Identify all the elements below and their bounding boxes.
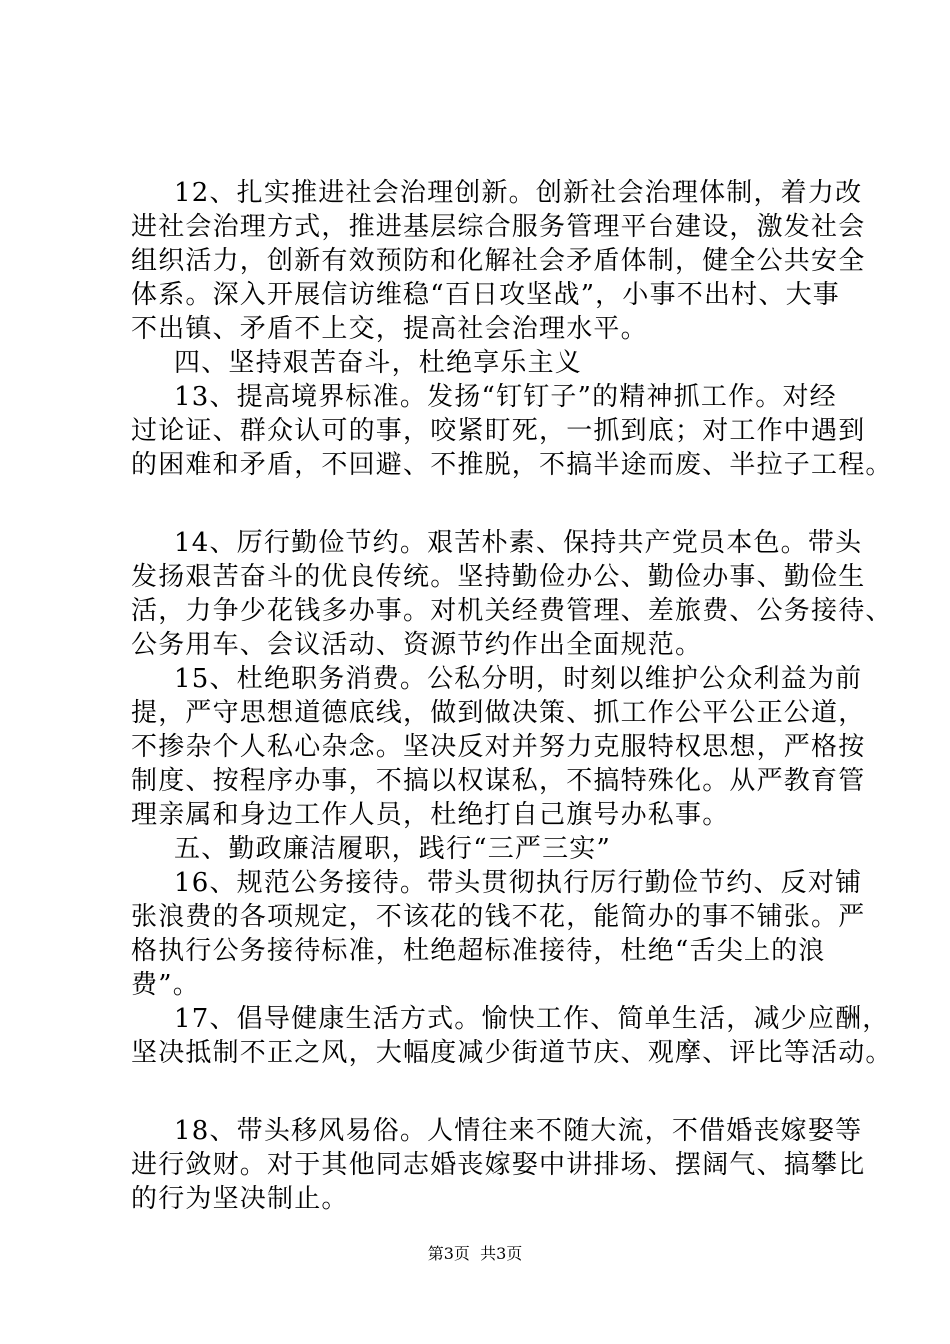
paragraph-line: 17、倡导健康生活方式。愉快工作、简单生活，减少应酬，: [174, 1004, 890, 1034]
section-heading: 五、勤政廉洁履职，践行“三严三实”: [174, 834, 611, 864]
paragraph-line: 活，力争少花钱多办事。对机关经费管理、差旅费、公务接待、: [131, 596, 893, 626]
paragraph-line: 张浪费的各项规定，不该花的钱不花，能简办的事不铺张。严: [131, 902, 866, 932]
page-number-footer: 第3页 共3页: [427, 1244, 523, 1263]
paragraph-line: 制度、按程序办事，不搞以权谋私，不搞特殊化。从严教育管: [131, 766, 866, 796]
paragraph-line: 公务用车、会议活动、资源节约作出全面规范。: [131, 630, 703, 660]
paragraph-line: 的行为坚决制止。: [131, 1184, 349, 1214]
paragraph-line: 15、杜绝职务消费。公私分明，时刻以维护公众利益为前: [174, 664, 863, 694]
paragraph-line: 费”。: [131, 970, 200, 1000]
paragraph-line: 14、厉行勤俭节约。艰苦朴素、保持共产党员本色。带头: [174, 528, 863, 558]
paragraph-line: 体系。深入开展信访维稳“百日攻坚战”，小事不出村、大事: [131, 280, 840, 310]
paragraph-line: 18、带头移风易俗。人情往来不随大流，不借婚丧嫁娶等: [174, 1116, 863, 1146]
section-heading: 四、坚持艰苦奋斗，杜绝享乐主义: [174, 348, 583, 378]
paragraph-line: 13、提高境界标准。发扬“钉钉子”的精神抓工作。对经: [174, 382, 837, 412]
paragraph-line: 的困难和矛盾，不回避、不推脱，不搞半途而废、半拉子工程。: [131, 450, 893, 480]
paragraph-line: 过论证、群众认可的事，咬紧盯死，一抓到底；对工作中遇到: [131, 416, 866, 446]
paragraph-line: 进社会治理方式，推进基层综合服务管理平台建设，激发社会: [131, 212, 866, 242]
paragraph-line: 提，严守思想道德底线，做到做决策、抓工作公平公正公道，: [131, 698, 866, 728]
paragraph-line: 不出镇、矛盾不上交，提高社会治理水平。: [131, 314, 648, 344]
paragraph-line: 发扬艰苦奋斗的优良传统。坚持勤俭办公、勤俭办事、勤俭生: [131, 562, 866, 592]
paragraph-line: 12、扎实推进社会治理创新。创新社会治理体制，着力改: [174, 178, 863, 208]
paragraph-line: 进行敛财。对于其他同志婚丧嫁娶中讲排场、摆阔气、搞攀比: [131, 1150, 866, 1180]
paragraph-line: 格执行公务接待标准，杜绝超标准接待，杜绝“舌尖上的浪: [131, 936, 826, 966]
paragraph-line: 理亲属和身边工作人员，杜绝打自己旗号办私事。: [131, 800, 730, 830]
paragraph-line: 组织活力，创新有效预防和化解社会矛盾体制，健全公共安全: [131, 246, 866, 276]
paragraph-line: 不掺杂个人私心杂念。坚决反对并努力克服特权思想，严格按: [131, 732, 866, 762]
paragraph-line: 16、规范公务接待。带头贯彻执行厉行勤俭节约、反对铺: [174, 868, 863, 898]
paragraph-line: 坚决抵制不正之风，大幅度减少街道节庆、观摩、评比等活动。: [131, 1038, 893, 1068]
